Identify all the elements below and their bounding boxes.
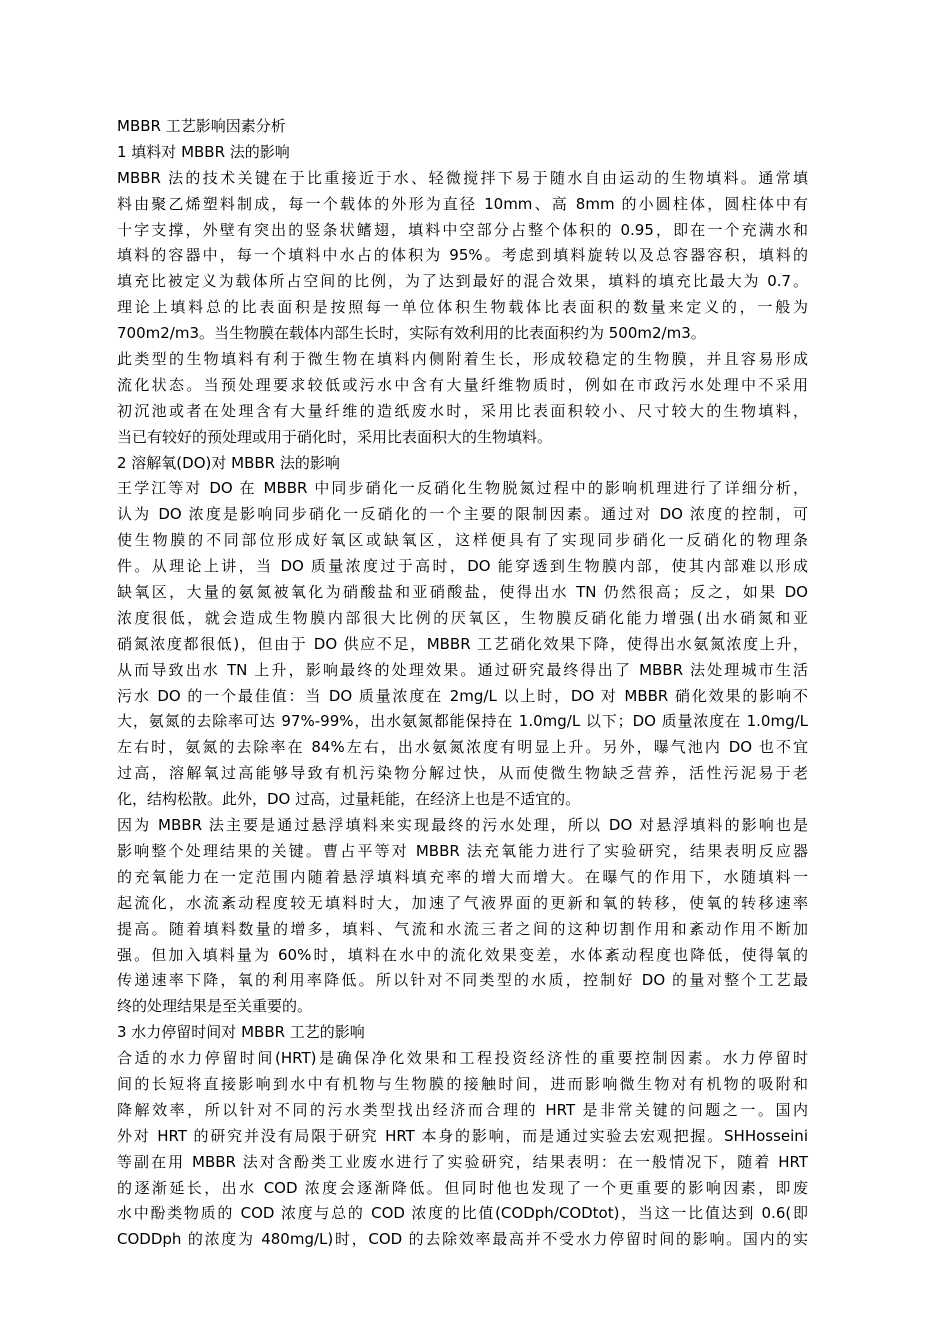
- paragraph-line: 等副在用 MBBR 法对含酚类工业废水进行了实验研究，结果表明：在一般情况下，随着 HRT: [117, 1152, 808, 1171]
- paragraph-line: 流化状态。当预处理要求较低或污水中含有大量纤维物质时，例如在市政污水处理中不采用: [117, 375, 808, 394]
- paragraph-line: 填料的容器中，每一个填料中水占的体积为 95%。考虑到填料旋转以及总容器容积，填料的: [117, 246, 808, 265]
- paragraph-line: 填充比被定义为载体所占空间的比例，为了达到最好的混合效果，填料的填充比最大为 0.7。: [117, 272, 808, 291]
- paragraph-line: 间的长短将直接影响到水中有机物与生物膜的接触时间，进而影响微生物对有机物的吸附和: [117, 1074, 808, 1093]
- paragraph-line: 使生物膜的不同部位形成好氧区或缺氧区，这样便具有了实现同步硝化一反硝化的物理条: [117, 531, 808, 550]
- paragraph-line: 当已有较好的预处理或用于硝化时，采用比表面积大的生物填料。: [117, 427, 553, 446]
- paragraph-line: 理论上填料总的比表面积是按照每一单位体积生物载体比表面积的数量来定义的，一般为: [117, 298, 808, 317]
- paragraph-line: 起流化，水流紊动程度较无填料时大，加速了气液界面的更新和氧的转移，使氧的转移速率: [117, 893, 808, 912]
- paragraph-line: MBBR 法的技术关键在于比重接近于水、轻微搅拌下易于随水自由运动的生物填料。通常填: [117, 168, 808, 187]
- paragraph-line: 外对 HRT 的研究并没有局限于研究 HRT 本身的影响，而是通过实验去宏观把握。SHHosseini: [117, 1126, 808, 1145]
- paragraph: [117, 813, 808, 1020]
- section-heading: 3 水力停留时间对 MBBR 工艺的影响: [117, 1023, 365, 1042]
- paragraph-line: 化，结构松散。此外，DO 过高，过量耗能，在经济上也是不适宜的。: [117, 790, 581, 809]
- paragraph-line: 大，氨氮的去除率可达 97%-99%，出水氨氮都能保持在 1.0mg/L 以下；DO 质量浓度在 1.0mg/L: [117, 712, 808, 731]
- paragraph-line: 从而导致出水 TN 上升，影响最终的处理效果。通过研究最终得出了 MBBR 法处理城市生活: [117, 660, 808, 679]
- paragraph-line: 硝氮浓度都很低)，但由于 DO 供应不足，MBBR 工艺硝化效果下降，使得出水氨氮浓度上升，: [117, 634, 808, 653]
- section-2: [117, 451, 808, 1021]
- paragraph-line: 缺氧区，大量的氨氮被氧化为硝酸盐和亚硝酸盐，使得出水 TN 仍然很高；反之，如果 DO: [117, 583, 808, 602]
- section-heading: 1 填料对 MBBR 法的影响: [117, 142, 290, 161]
- paragraph: [117, 1046, 808, 1253]
- paragraph-line: 料由聚乙烯塑料制成，每一个载体的外形为直径 10mm、高 8mm 的小圆柱体，圆柱体中有: [117, 194, 808, 213]
- document-page: [117, 114, 808, 1253]
- paragraph-line: 初沉池或者在处理含有大量纤维的造纸废水时，采用比表面积较小、尺寸较大的生物填料，: [117, 401, 808, 420]
- document-title: MBBR 工艺影响因素分析: [117, 117, 286, 135]
- paragraph: [117, 166, 808, 347]
- paragraph-line: 合适的水力停留时间(HRT)是确保净化效果和工程投资经济性的重要控制因素。水力停留时: [117, 1049, 808, 1068]
- paragraph-line: 终的处理结果是至关重要的。: [117, 997, 313, 1016]
- paragraph-line: 水中酚类物质的 COD 浓度与总的 COD 浓度的比值(CODph/CODtot)，当这一比值达到 0.6(即: [117, 1204, 808, 1223]
- section-3: [117, 1020, 808, 1253]
- paragraph-line: 700m2/m3。当生物膜在载体内部生长时，实际有效利用的比表面积约为 500m2/m3。: [117, 324, 706, 343]
- paragraph-line: 的充氧能力在一定范围内随着悬浮填料填充率的增大而增大。在曝气的作用下，水随填料一: [117, 867, 808, 886]
- paragraph-line: 的逐渐延长，出水 COD 浓度会逐渐降低。但同时他也发现了一个更重要的影响因素，即废: [117, 1178, 808, 1197]
- paragraph-line: 此类型的生物填料有利于微生物在填料内侧附着生长，形成较稳定的生物膜，并且容易形成: [117, 350, 808, 369]
- paragraph-line: 过高，溶解氧过高能够导致有机污染物分解过快，从而使微生物缺乏营养，活性污泥易于老: [117, 764, 808, 783]
- section-heading: 2 溶解氧(DO)对 MBBR 法的影响: [117, 453, 340, 472]
- paragraph-line: 因为 MBBR 法主要是通过悬浮填料来实现最终的污水处理，所以 DO 对悬浮填料的影响也是: [117, 816, 808, 835]
- paragraph: [117, 476, 808, 813]
- paragraph-line: 影响整个处理结果的关键。曹占平等对 MBBR 法充氧能力进行了实验研究，结果表明反应器: [117, 841, 808, 860]
- paragraph-line: 传递速率下降，氧的利用率降低。所以针对不同类型的水质，控制好 DO 的量对整个工艺最: [117, 971, 808, 990]
- paragraph-line: 强。但加入填料量为 60%时，填料在水中的流化效果变差，水体紊动程度也降低，使得氧的: [117, 945, 808, 964]
- paragraph-line: 王学江等对 DO 在 MBBR 中同步硝化一反硝化生物脱氮过程中的影响机理进行了详细分析，: [117, 479, 808, 498]
- paragraph-line: 认为 DO 浓度是影响同步硝化一反硝化的一个主要的限制因素。通过对 DO 浓度的控制，可: [117, 505, 808, 524]
- section-1: [117, 140, 808, 451]
- paragraph-line: 左右时，氨氮的去除率在 84%左右，出水氨氮浓度有明显上升。另外，曝气池内 DO 也不宜: [117, 738, 808, 757]
- paragraph-line: 降解效率，所以针对不同的污水类型找出经济而合理的 HRT 是非常关键的问题之一。国内: [117, 1100, 808, 1119]
- paragraph-line: 十字支撑，外壁有突出的竖条状鳍翅，填料中空部分占整个体积的 0.95，即在一个充满水和: [117, 220, 808, 239]
- paragraph: [117, 347, 808, 451]
- paragraph-line: 提高。随着填料数量的增多，填料、气流和水流三者之间的这种切割作用和紊动作用不断加: [117, 919, 808, 938]
- paragraph-line: CODDph 的浓度为 480mg/L)时，COD 的去除效率最高并不受水力停留时间的影响。国内的实: [117, 1230, 808, 1249]
- paragraph-line: 件。从理论上讲，当 DO 质量浓度过于高时，DO 能穿透到生物膜内部，使其内部难以形成: [117, 557, 808, 576]
- paragraph-line: 污水 DO 的一个最佳值：当 DO 质量浓度在 2mg/L 以上时，DO 对 MBBR 硝化效果的影响不: [117, 686, 808, 705]
- paragraph-line: 浓度很低，就会造成生物膜内部很大比例的厌氧区，生物膜反硝化能力增强(出水硝氮和亚: [117, 608, 808, 627]
